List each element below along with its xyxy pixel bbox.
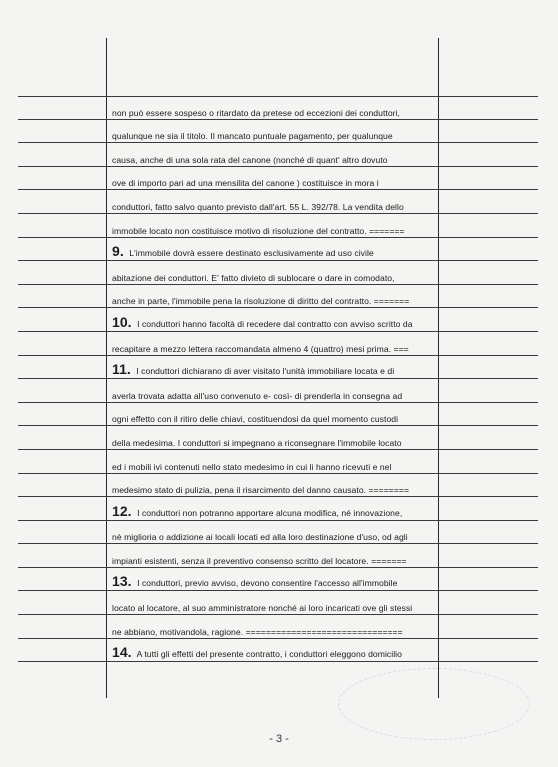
text-line <box>18 308 538 332</box>
text-line <box>18 261 538 285</box>
clause-text: recapitare a mezzo lettera raccomandata almeno 4 (quattro) mesi prima. === <box>112 343 409 354</box>
line-text <box>112 314 442 330</box>
clause-text: I conduttori hanno facoltà di recedere dal contratto con avviso scritto da <box>134 318 413 329</box>
line-text <box>112 361 442 377</box>
line-text <box>112 391 442 401</box>
text-line <box>18 591 538 615</box>
line-text <box>112 108 442 118</box>
line-text <box>112 462 442 472</box>
clause-text: nè miglioria o addizione ai locali locati ed alla loro destinazione d'uso, od agli <box>112 532 408 543</box>
text-line <box>18 450 538 474</box>
text-line <box>18 403 538 427</box>
line-text <box>112 503 442 519</box>
text-line <box>18 96 538 120</box>
clause-text: ed i mobili ivi contenuti nello stato medesimo in cui li hanno ricevuti e nel <box>112 461 392 472</box>
line-text <box>112 131 442 141</box>
text-line <box>18 497 538 521</box>
line-text <box>112 155 442 165</box>
line-text <box>112 573 442 589</box>
clause-text: ne abbiano, motivandola, ragione. =============================== <box>112 626 403 637</box>
clause-number: 12. <box>112 502 132 519</box>
clause-text: medesimo stato di pulizia, pena il risarcimento del danno causato. ======== <box>112 485 410 496</box>
clause-text: ogni effetto con il ritiro delle chiavi, costituendosi da quel momento custodi <box>112 414 399 425</box>
line-text <box>112 178 442 188</box>
text-line <box>18 332 538 356</box>
line-text <box>112 644 442 660</box>
line-text <box>112 344 442 354</box>
clause-number: 11. <box>112 361 131 378</box>
line-text <box>112 532 442 542</box>
clause-text: non può essere sospeso o ritardato da pretese od eccezioni dei conduttori, <box>112 107 400 118</box>
text-line <box>18 639 538 663</box>
text-line <box>18 544 538 568</box>
line-text <box>112 414 442 424</box>
line-text <box>112 438 442 448</box>
clause-text: L'immobile dovrà essere destinato esclusivamente ad uso civile <box>126 248 374 259</box>
line-text <box>112 485 442 495</box>
line-text <box>112 226 442 236</box>
clause-text: I conduttori non potranno apportare alcuna modifica, né innovazione, <box>134 507 403 518</box>
clause-text: A tutti gli effetti del presente contratto, i conduttori eleggono domicilio <box>134 649 402 660</box>
text-line <box>18 285 538 309</box>
faded-stamp <box>338 668 530 740</box>
line-text <box>112 556 442 566</box>
text-line <box>18 568 538 592</box>
clause-text: della medesima. I conduttori si impegnano a riconsegnare l'immobile locato <box>112 437 402 448</box>
text-line <box>18 214 538 238</box>
text-line <box>18 120 538 144</box>
line-text <box>112 202 442 212</box>
clause-text: ove di importo pari ad una mensilita del canone ) costituisce in mora i <box>112 178 379 189</box>
line-text <box>112 243 442 259</box>
clause-number: 14. <box>112 644 132 661</box>
clause-text: qualunque ne sia il titolo. Il mancato puntuale pagamento, per qualunque <box>112 131 393 142</box>
page-number: - 3 - <box>269 733 289 745</box>
line-text <box>112 627 442 637</box>
clause-text: impianti esistenti, senza il preventivo consenso scritto del locatore. ======= <box>112 555 407 566</box>
text-line <box>18 615 538 639</box>
clause-text: locato al locatore, al suo amministratore nonché ai loro incaricati ove gli stessi <box>112 603 413 614</box>
clause-text: averla trovata adatta all'uso convenuto e- così- di prenderla in consegna ad <box>112 390 403 401</box>
clause-text: conduttori, fatto salvo quanto previsto dall'art. 55 L. 392/78. La vendita dello <box>112 201 404 212</box>
text-line <box>18 474 538 498</box>
text-line <box>18 521 538 545</box>
text-line <box>18 379 538 403</box>
clause-number: 13. <box>112 573 132 590</box>
text-line <box>18 356 538 380</box>
clause-text: immobile locato non costituisce motivo di risoluzione del contratto. ======= <box>112 225 405 236</box>
text-line <box>18 190 538 214</box>
line-text <box>112 603 442 613</box>
clause-text: I conduttori dichiarano di aver visitato l'unità immobiliare locata e di <box>133 366 395 377</box>
clause-number: 9. <box>112 243 124 260</box>
line-text <box>112 273 442 283</box>
text-line <box>18 426 538 450</box>
clause-text: abitazione dei conduttori. E' fatto divieto di sublocare o dare in comodato, <box>112 272 395 283</box>
text-line <box>18 167 538 191</box>
ruled-text-body <box>18 96 538 662</box>
clause-number: 10. <box>112 313 132 330</box>
clause-text: I conduttori, previo avviso, devono consentire l'accesso all'immobile <box>134 578 398 589</box>
clause-text: anche in parte, l'immobile pena la risoluzione di diritto del contratto. ======= <box>112 296 410 307</box>
clause-text: causa, anche di una sola rata del canone (nonché di quant' altro dovuto <box>112 154 388 165</box>
text-line <box>18 143 538 167</box>
text-line <box>18 238 538 262</box>
line-text <box>112 296 442 306</box>
